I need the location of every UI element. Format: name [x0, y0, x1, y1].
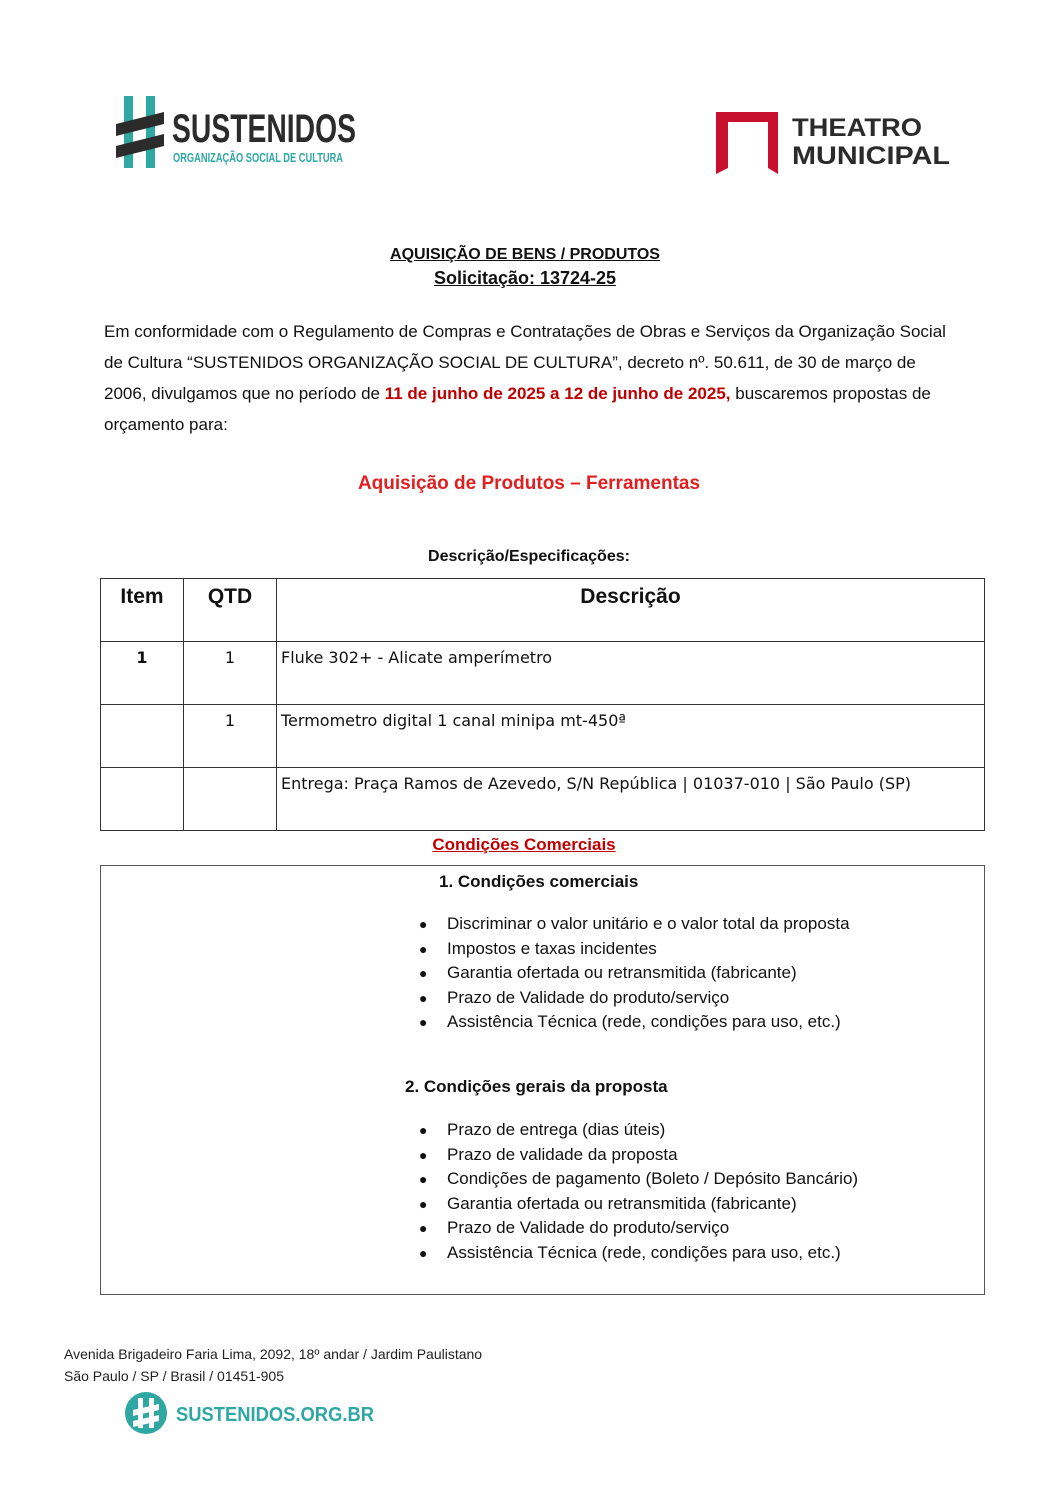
conditions-box [100, 865, 985, 1295]
list-item-text: Prazo de validade da proposta [447, 1144, 678, 1164]
list-item-text: Garantia ofertada ou retransmitida (fabricante) [447, 1193, 797, 1213]
bullet-icon: ● [419, 916, 428, 932]
intro-text-before: Em conformidade com o Regulamento de Compras e Contratações de Obras e Serviços da Organização Social de Cultura “SUSTENIDOS ORGANIZAÇÃO SOCIAL DE CULTURA”, decreto nº. 50.611, de 30 de março de 2006, divulgamos que no período de [104, 322, 946, 403]
list-item [419, 1192, 858, 1217]
bullet-icon: ● [419, 940, 428, 957]
list-item [419, 961, 850, 986]
list-item [419, 937, 850, 962]
website-text: SUSTENIDOS.ORG.BR [176, 1404, 375, 1426]
row-description: Entrega: Praça Ramos de Azevedo, S/N República | 01037-010 | São Paulo (SP) [277, 768, 985, 831]
items-table [100, 578, 985, 831]
header-item: Item [101, 579, 184, 642]
logo-tagline: ORGANIZAÇÃO SOCIAL DE CULTURA [173, 151, 402, 165]
list-item [419, 1118, 858, 1143]
list-item-text: Impostos e taxas incidentes [447, 938, 657, 958]
theatro-line2: MUNICIPAL [792, 142, 950, 170]
table-row [101, 768, 985, 831]
intro-period: 11 de junho de 2025 a 12 de junho de 2025, [384, 384, 731, 403]
hashtag-circle-icon [125, 1392, 167, 1434]
table-row [101, 642, 985, 705]
row-description: Termometro digital 1 canal minipa mt-450ª [277, 705, 985, 768]
address-line1: Avenida Brigadeiro Faria Lima, 2092, 18º andar / Jardim Paulistano [64, 1346, 483, 1362]
list-item [419, 1167, 859, 1192]
list-item-text: Prazo de Validade do produto/serviço [447, 987, 730, 1007]
list-item-text: Assistência Técnica (rede, condições para uso, etc.) [447, 1242, 841, 1262]
header-qtd: QTD [184, 579, 277, 642]
bullet-icon: ● [419, 989, 428, 1006]
section1-list [419, 912, 850, 1035]
list-item [419, 912, 850, 937]
request-number: Solicitação: 13724-25 [433, 268, 617, 288]
theatro-municipal-logo [716, 108, 956, 174]
address-line2: São Paulo / SP / Brasil / 01451-905 [64, 1368, 284, 1384]
document-type: AQUISIÇÃO DE BENS / PRODUTOS [390, 246, 660, 263]
table-header-row [101, 579, 985, 642]
list-item [419, 1143, 858, 1168]
sustenidos-logo [116, 94, 402, 170]
bullet-icon: ● [419, 965, 428, 982]
row-description: Fluke 302+ - Alicate amperímetro [277, 642, 985, 705]
bullet-icon: ● [419, 1014, 428, 1031]
bullet-icon: ● [419, 1220, 428, 1237]
row-qtd: 1 [184, 705, 277, 768]
subject-heading: Aquisição de Produtos – Ferramentas [357, 473, 701, 494]
list-item-text: Condições de pagamento (Boleto / Depósito Bancário) [447, 1169, 859, 1189]
bullet-icon: ● [419, 1195, 428, 1212]
row-qtd: 1 [184, 642, 277, 705]
bullet-icon: ● [419, 1244, 428, 1261]
bullet-icon: ● [419, 1146, 428, 1163]
list-item [419, 1216, 858, 1241]
row-item [101, 705, 184, 768]
logo-name: SUSTENIDOS [172, 107, 356, 151]
list-item-text: Assistência Técnica (rede, condições para uso, etc.) [447, 1012, 841, 1032]
intro-paragraph [104, 316, 954, 440]
bullet-icon: ● [419, 1171, 428, 1188]
footer-address [64, 1343, 482, 1387]
list-item-text: Prazo de entrega (dias úteis) [447, 1120, 666, 1139]
list-item-text: Garantia ofertada ou retransmitida (fabricante) [447, 963, 797, 983]
list-item [419, 1241, 858, 1266]
spec-title: Descrição/Especificações: [428, 548, 630, 565]
bullet-icon: ● [419, 1122, 428, 1138]
theatro-line1: THEATRO [792, 114, 922, 142]
list-item-text: Discriminar o valor unitário e o valor total da proposta [447, 914, 850, 933]
section2-heading: 2. Condições gerais da proposta [405, 1077, 668, 1096]
conditions-title: Condições Comerciais [432, 835, 616, 854]
list-item-text: Prazo de Validade do produto/serviço [447, 1218, 730, 1238]
list-item [419, 1010, 850, 1035]
theatro-mark-icon [716, 112, 778, 174]
intro-text-after: buscaremos propostas de orçamento para: [104, 384, 931, 434]
footer-website-logo [124, 1390, 384, 1436]
row-item: 1 [101, 642, 184, 705]
row-item [101, 768, 184, 831]
section1-heading: 1. Condições comerciais [439, 872, 639, 891]
hashtag-icon [116, 96, 164, 168]
header-description: Descrição [277, 579, 985, 642]
row-qtd [184, 768, 277, 831]
section2-list [419, 1118, 859, 1266]
list-item [419, 986, 850, 1011]
table-row [101, 705, 985, 768]
